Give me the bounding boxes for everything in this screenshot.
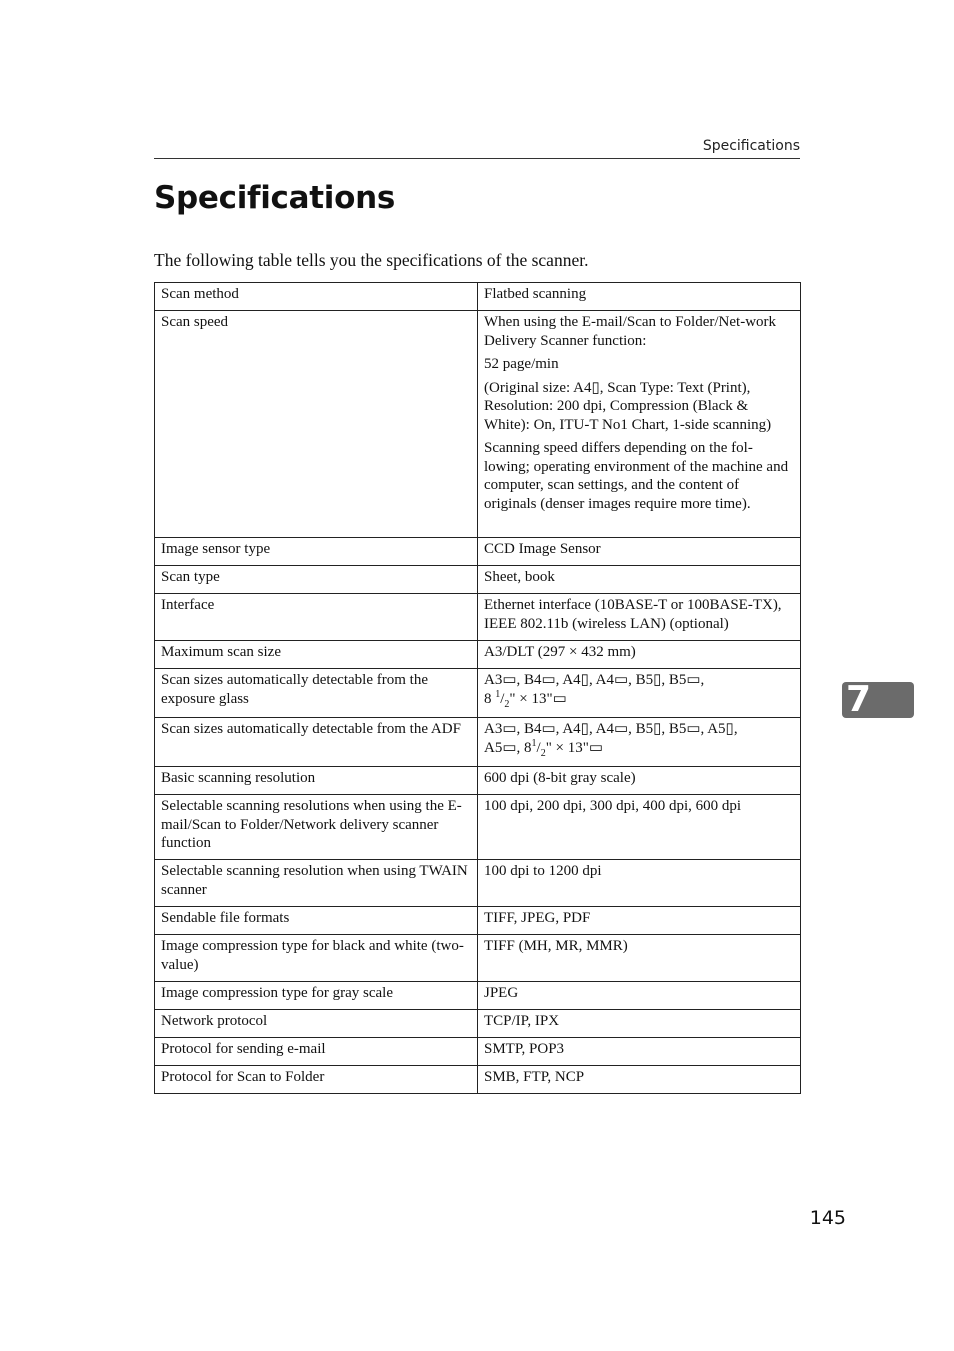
spec-label: Scan method	[155, 283, 478, 311]
paper-sizes-line: A3▭, B4▭, A4▯, A4▭, B5▯, B5▭, A5▯,	[484, 721, 738, 737]
spec-value: Ethernet interface (10BASE-T or 100BASE-TX), IEEE 802.11b (wireless LAN) (optional)	[478, 594, 801, 641]
scan-speed-condition: When using the E-mail/Scan to Folder/Net-work Delivery Scanner function:	[484, 314, 777, 349]
table-row	[155, 935, 801, 982]
fraction-denominator: 2	[504, 698, 510, 710]
running-head: Specifications	[702, 138, 800, 154]
table-row	[155, 1038, 801, 1066]
spec-value: A3▭, B4▭, A4▯, A4▭, B5▯, B5▭, 8 $^1/_2$" × 13"▭	[478, 669, 801, 718]
table-row	[155, 860, 801, 907]
scan-speed-test-conditions: (Original size: A4▯, Scan Type: Text (Print), Resolution: 200 dpi, Compression (Black & White): On, ITU-T No1 Chart, 1-side scanning)	[484, 379, 772, 433]
spec-label: Interface	[155, 594, 478, 641]
spec-value: TIFF (MH, MR, MMR)	[478, 935, 801, 982]
table-row	[155, 669, 801, 718]
scan-speed-note: Scanning speed differs depending on the fol-lowing; operating environment of the machine and computer, scan settings, and the content of originals (denser images require more time).	[484, 440, 789, 512]
fraction-denominator: 2	[540, 747, 546, 759]
spec-label: Protocol for Scan to Folder	[155, 1066, 478, 1094]
spec-value: JPEG	[478, 982, 801, 1010]
spec-value: SMTP, POP3	[478, 1038, 801, 1066]
spec-label: Selectable scanning resolution when using TWAIN scanner	[155, 860, 478, 907]
chapter-number: 7	[846, 679, 872, 720]
table-row	[155, 566, 801, 594]
spec-value: Flatbed scanning	[478, 283, 801, 311]
spec-label: Selectable scanning resolutions when using the E-mail/Scan to Folder/Network delivery scanner function	[155, 795, 478, 860]
specifications-table	[154, 282, 801, 1094]
spec-label: Image compression type for gray scale	[155, 982, 478, 1010]
spec-value: SMB, FTP, NCP	[478, 1066, 801, 1094]
paper-size-tail: " × 13"▭	[509, 690, 567, 707]
spec-value: Sheet, book	[478, 566, 801, 594]
fraction-numerator: 1	[531, 737, 537, 749]
fraction-numerator: 1	[495, 688, 501, 700]
table-row	[155, 594, 801, 641]
spec-value: TIFF, JPEG, PDF	[478, 907, 801, 935]
spec-label: Sendable file formats	[155, 907, 478, 935]
table-row	[155, 1066, 801, 1094]
spec-label: Network protocol	[155, 1010, 478, 1038]
fraction-whole: 8	[484, 690, 496, 707]
spec-label: Maximum scan size	[155, 641, 478, 669]
scan-speed-rate: 52 page/min	[484, 356, 559, 372]
spec-label: Image sensor type	[155, 538, 478, 566]
paper-sizes-line: A3▭, B4▭, A4▯, A4▭, B5▯, B5▭,	[484, 672, 705, 688]
table-row	[155, 718, 801, 767]
paper-sizes-head: A5▭, 8	[484, 739, 532, 756]
spec-value	[478, 311, 801, 538]
spec-label: Scan speed	[155, 311, 478, 538]
table-row	[155, 1010, 801, 1038]
spec-value: 600 dpi (8-bit gray scale)	[478, 767, 801, 795]
spec-value: A3▭, B4▭, A4▯, A4▭, B5▯, B5▭, A5▯, A5▭, $8^1/_2$" × 13"▭	[478, 718, 801, 767]
spec-value: 100 dpi, 200 dpi, 300 dpi, 400 dpi, 600 dpi	[478, 795, 801, 860]
table-row	[155, 982, 801, 1010]
page-title: Specifications	[154, 180, 396, 216]
spec-label: Scan sizes automatically detectable from the ADF	[155, 718, 478, 767]
spec-label: Scan type	[155, 566, 478, 594]
spec-label: Image compression type for black and white (two-value)	[155, 935, 478, 982]
spec-value: TCP/IP, IPX	[478, 1010, 801, 1038]
spec-label: Basic scanning resolution	[155, 767, 478, 795]
intro-paragraph: The following table tells you the specifications of the scanner.	[154, 250, 589, 270]
table-row	[155, 641, 801, 669]
table-row	[155, 311, 801, 538]
header-rule	[154, 158, 800, 159]
table-row	[155, 283, 801, 311]
spec-label: Protocol for sending e-mail	[155, 1038, 478, 1066]
spec-value: A3/DLT (297 × 432 mm)	[478, 641, 801, 669]
table-row	[155, 907, 801, 935]
spec-value: 100 dpi to 1200 dpi	[478, 860, 801, 907]
page-number: 145	[809, 1207, 846, 1229]
table-row	[155, 795, 801, 860]
table-row	[155, 538, 801, 566]
paper-size-tail: " × 13"▭	[545, 739, 604, 756]
spec-value: CCD Image Sensor	[478, 538, 801, 566]
spec-label: Scan sizes automatically detectable from the exposure glass	[155, 669, 478, 718]
table-row	[155, 767, 801, 795]
